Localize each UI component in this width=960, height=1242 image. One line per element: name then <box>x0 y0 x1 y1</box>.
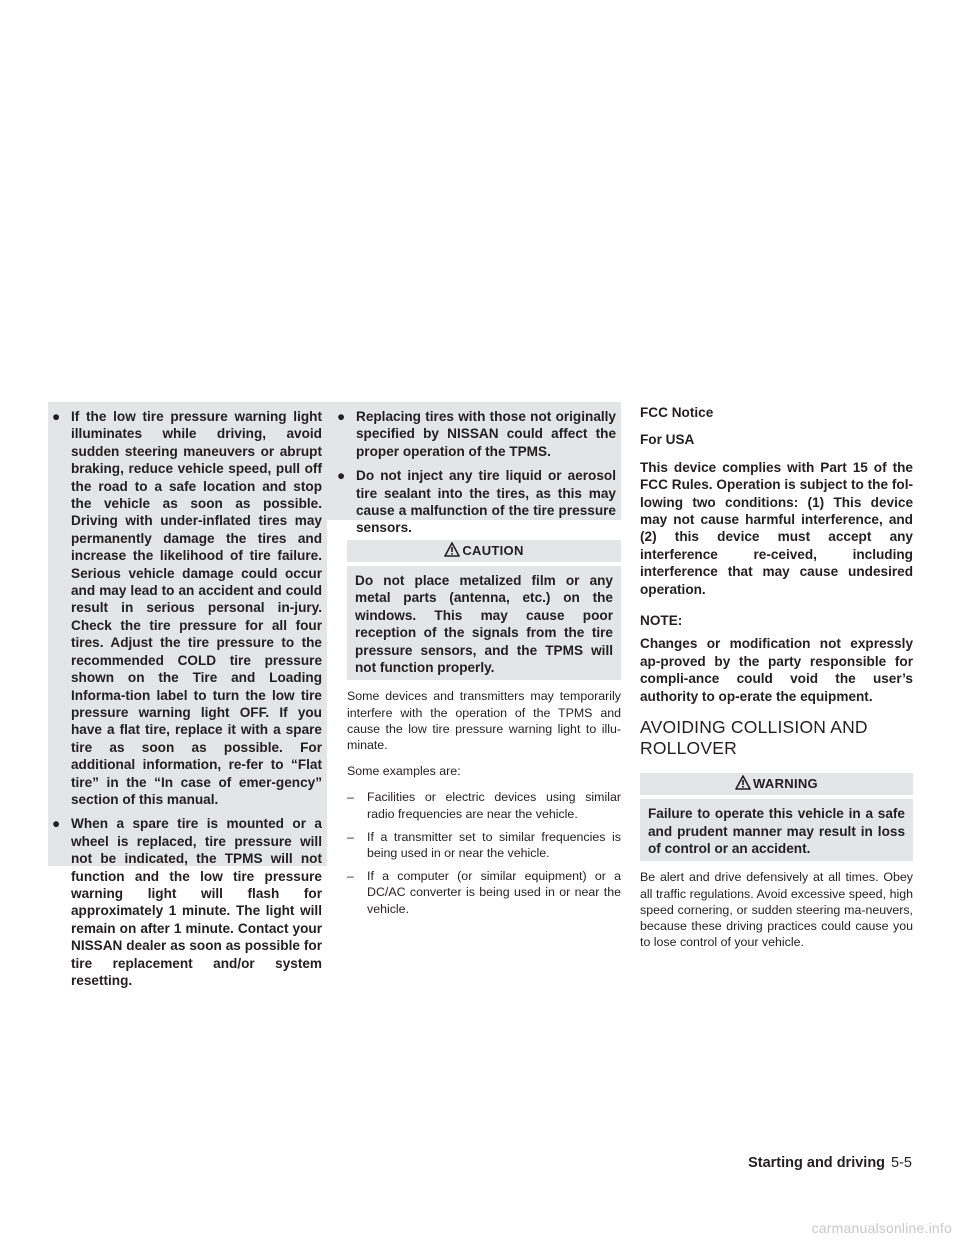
warning-bullet-item <box>52 815 322 989</box>
bullet-text: Replacing tires with those not originally specified by NISSAN could affect the proper operation of the TPMS. <box>356 409 616 459</box>
column-3 <box>640 404 913 960</box>
warning-bullet-item <box>337 408 616 460</box>
note-text: Changes or modification not expressly ap-proved by the party responsible for compli-ance could void the user’s authority to op-erate the equipment. <box>640 636 913 704</box>
column-2 <box>327 402 621 924</box>
warning-bullet-item <box>337 467 616 537</box>
footer-section-name: Starting and driving <box>748 1155 886 1171</box>
dash-text: Facilities or electric devices using similar radio frequencies are near the vehicle. <box>367 790 621 821</box>
bullet-text: When a spare tire is mounted or a wheel is replaced, tire pressure will not be indicated, the TPMS will not function and the low tire pressure warning light will flash for approximately 1 minute. The light will remain on after 1 minute. Contact your NISSAN dealer as soon as possible for tire replacement and/or system resetting. <box>71 816 322 988</box>
bullet-text: If the low tire pressure warning light illuminates while driving, avoid sudden steering maneuvers or abrupt braking, reduce vehicle speed, pull off the road to a safe location and stop the vehicle as soon as possible. Driving with under-inflated tires may permanently damage the tires and increase the likelihood of tire failure. Serious vehicle damage could occur and may lead to an accident and could result in serious personal in-jury. Check the tire pressure for all four tires. Adjust the tire pressure to the recommended COLD tire pressure shown on the Tire and Loading Informa-tion label to turn the low tire pressure warning light OFF. If you have a flat tire, replace it with a spare tire as soon as possible. For additional information, re-fer to “Flat tire” in the “In case of emer-gency” section of this manual. <box>71 409 322 807</box>
bullet-icon: ● <box>337 409 346 424</box>
warning-bullet-item <box>52 408 322 808</box>
caution-text: Do not place metalized film or any metal parts (antenna, etc.) on the windows. This may cause poor reception of the signals from the tire pressure sensors, and the TPMS will not function properly. <box>347 566 621 680</box>
section-title: AVOIDING COLLISION AND ROLLOVER <box>640 717 868 759</box>
body-paragraph: Some examples are: <box>347 764 461 779</box>
warning-triangle-icon <box>444 542 460 557</box>
bullet-icon: ● <box>337 468 346 484</box>
bullet-icon: ● <box>52 816 61 832</box>
warning-label: WARNING <box>753 776 818 792</box>
bullet-text: Do not inject any tire liquid or aerosol tire sealant into the tires, as this may cause a malfunction of the tire pressure sensors. <box>356 468 616 536</box>
dash-marker: – <box>347 869 354 884</box>
page-footer <box>700 1154 912 1172</box>
column-2-warning-box <box>327 402 621 536</box>
body-paragraph: Be alert and drive defensively at all times. Obey all traffic regulations. Avoid excessive speed, high speed cornering, or sudden steering ma-neuvers, because these driving practices could cause you to lose control of your vehicle. <box>640 870 913 950</box>
for-usa-heading: For USA <box>640 432 695 448</box>
watermark-text: carmanualsonline.info <box>811 1220 952 1236</box>
page-number: 5-5 <box>891 1155 912 1171</box>
warning-bullet-list <box>52 408 322 989</box>
caution-label: CAUTION <box>462 543 524 558</box>
fcc-statement: This device complies with Part 15 of the FCC Rules. Operation is subject to the fol-lowing two conditions: (1) This device may not cause harmful interference, and (2) this device must accept any interference re-ceived, including interference that may cause undesired operation. <box>640 459 913 597</box>
column-1-warning-box <box>48 402 327 988</box>
fcc-notice-heading: FCC Notice <box>640 405 714 420</box>
warning-text: Failure to operate this vehicle in a safe and prudent manner may result in loss of control or an accident. <box>640 799 913 861</box>
dash-marker: – <box>347 829 354 844</box>
note-label: NOTE: <box>640 613 683 629</box>
column-2-body <box>347 688 621 916</box>
bullet-icon: ● <box>52 409 61 424</box>
warning-box <box>640 773 913 861</box>
caution-header <box>347 540 621 562</box>
dash-marker: – <box>347 790 354 805</box>
dash-text: If a transmitter set to similar frequencies is being used in or near the vehicle. <box>367 829 621 861</box>
dash-text: If a computer (or similar equipment) or a DC/AC converter is being used in or near the vehicle. <box>367 869 621 916</box>
warning-bullet-list <box>337 408 616 537</box>
dash-list-item <box>347 868 621 917</box>
dash-list-item <box>347 829 621 861</box>
warning-triangle-icon <box>735 775 751 790</box>
body-paragraph: Some devices and transmitters may temporarily interfere with the operation of the TPMS and cause the low tire pressure warning light to illu-minate. <box>347 689 621 753</box>
warning-header <box>640 773 913 795</box>
caution-box <box>347 540 621 680</box>
dash-list-item <box>347 789 621 821</box>
